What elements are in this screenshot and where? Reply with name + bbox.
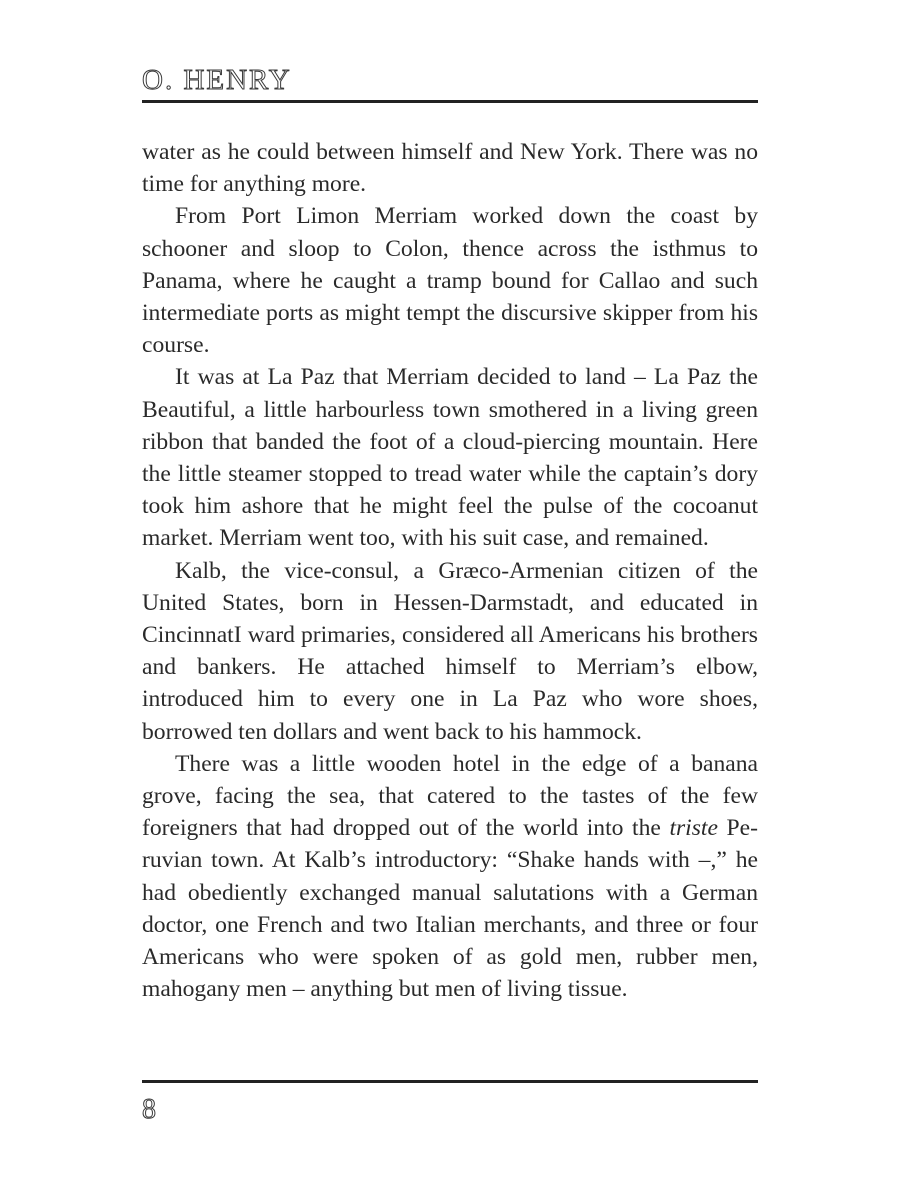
paragraph [142, 748, 758, 1006]
body-text [142, 136, 758, 1005]
paragraph-continued: water as he could between himself and New York. There was no time for anything more. [142, 139, 758, 198]
header-rule [142, 100, 758, 103]
footer-rule [142, 1080, 758, 1083]
paragraph: Kalb, the vice-consul, a Græco-Armenian citizen of the United States, born in Hessen-Darmstadt, and educated in CincinnatI ward primaries, considered all Americans his brothers and bankers. He attached himself to Merriam’s elbow, introduced him to every one in La Paz who wore shoes, borrowed ten dollars and went back to his hammock. [142, 557, 758, 745]
paragraph: It was at La Paz that Merriam decided to land – La Paz the Beautiful, a little harbourless town smothered in a living green ribbon that banded the foot of a cloud-piercing mountain. Here the little steamer stopped to tread water while the captain’s dory took him ashore that he might feel the pulse of the cocoanut market. Merriam went too, with his suit case, and remained. [142, 364, 758, 552]
paragraph: From Port Limon Merriam worked down the coast by schooner and sloop to Colon, thence across the isthmus to Panama, where he caught a tramp bound for Callao and such intermediate ports as might tempt the discursive skipper from his course. [142, 203, 758, 359]
book-page [142, 0, 758, 1200]
italic-word: triste [669, 815, 718, 842]
running-head-author: O. HENRY [142, 64, 292, 96]
text-run: There was a little wooden hotel in the edge of a banana grove, facing the sea, that catered to the tastes of the few foreigners that had dropped out of the world into the [142, 750, 758, 842]
page-number: 8 [142, 1094, 156, 1125]
text-run: Peruvian town. At Kalb’s introductory: “Shake hands with –,” he had obediently exchanged manual salutations with a German doctor, one French and two Italian merchants, and three or four Americans who were spoken of as gold men, rubber men, mahogany men – anything but men of living tissue. [142, 815, 758, 1003]
